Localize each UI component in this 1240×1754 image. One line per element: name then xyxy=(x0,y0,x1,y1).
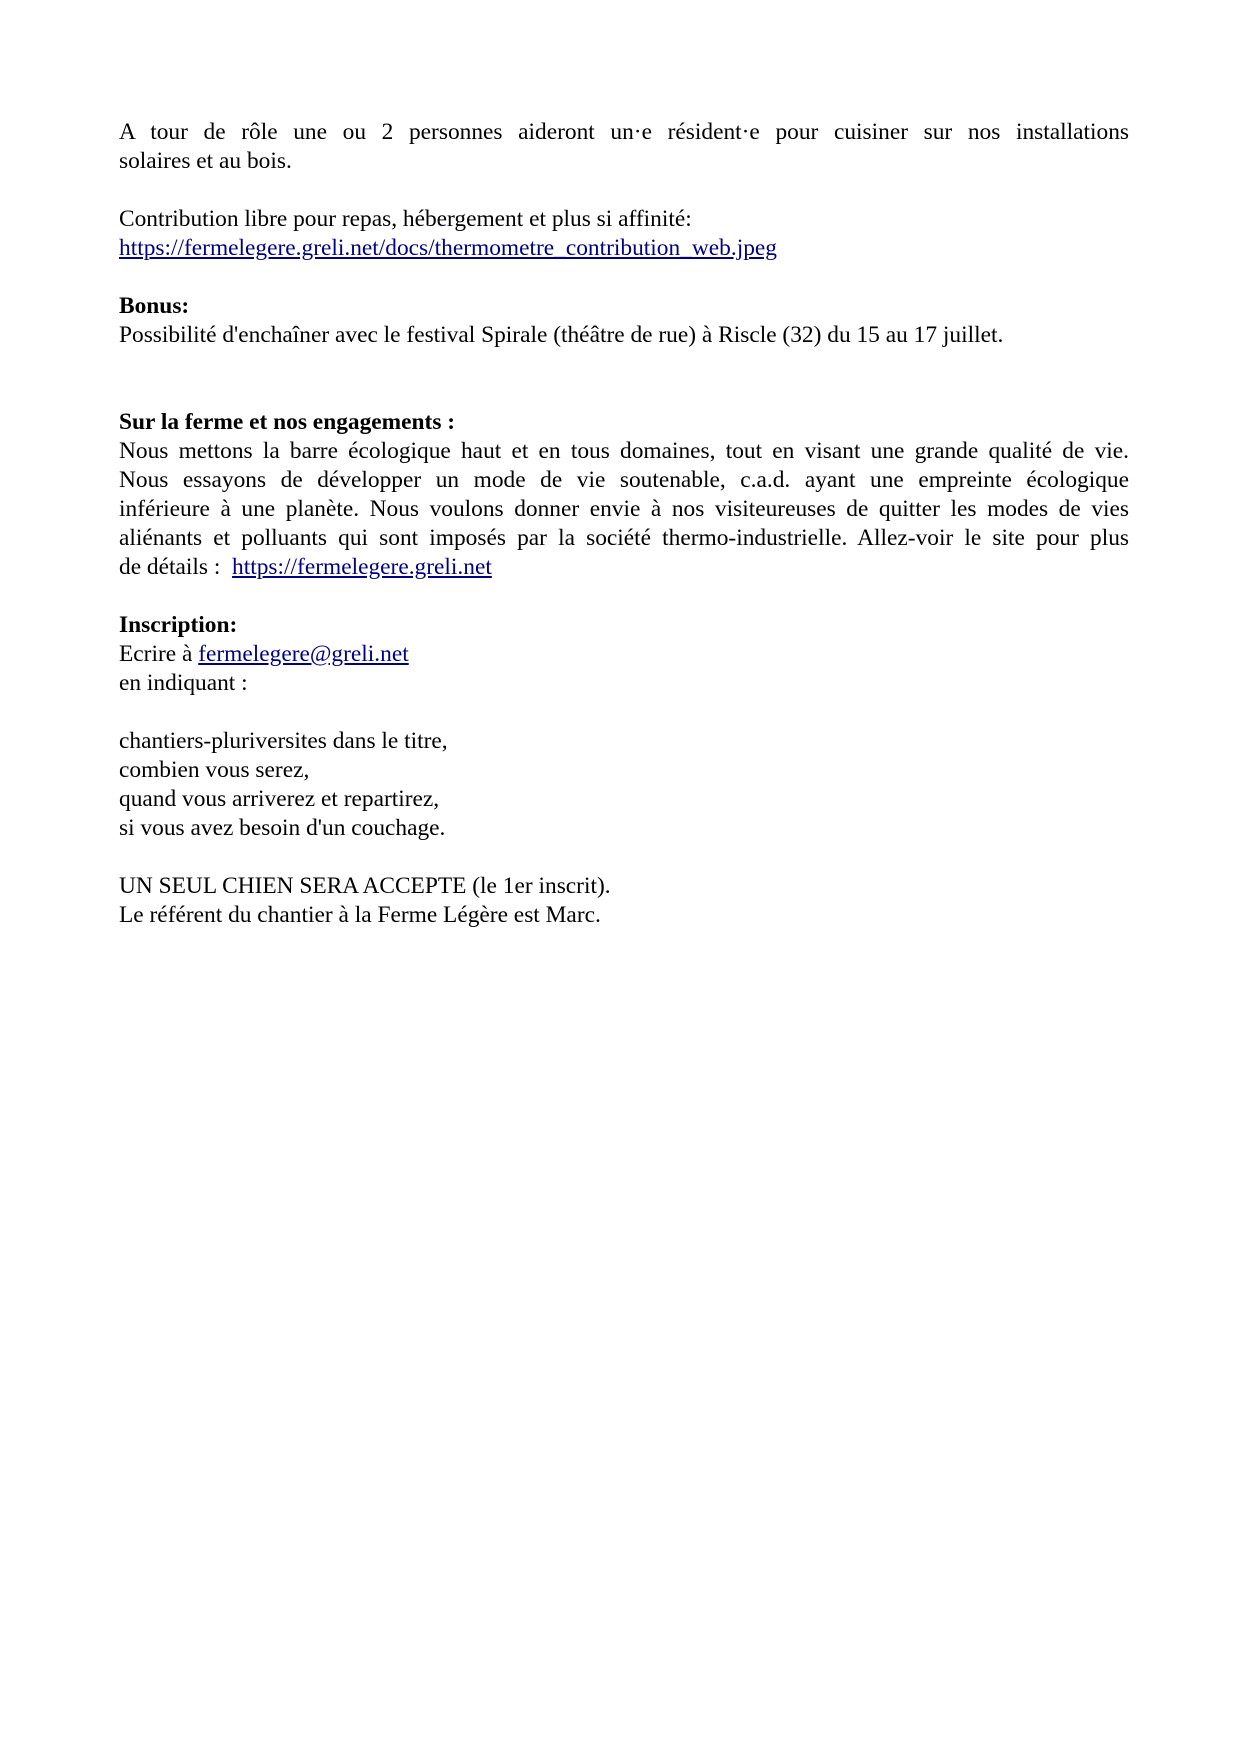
farm-heading: Sur la ferme et nos engagements : xyxy=(119,409,456,435)
inscription-item: combien vous serez, xyxy=(119,757,310,783)
farm-details-label: de détails : xyxy=(119,554,221,580)
bonus-text: Possibilité d'enchaîner avec le festival Spirale (théâtre de rue) à Riscle (32) du 15 au 17 juillet. xyxy=(119,322,1004,348)
farm-line-2: Nous essayons de développer un mode de vie soutenable, c.a.d. ayant une empreinte écologique xyxy=(119,467,1129,493)
inscription-item: si vous avez besoin d'un couchage. xyxy=(119,815,446,841)
spacer xyxy=(119,843,1129,872)
indicating-text: en indiquant : xyxy=(119,670,248,696)
spacer xyxy=(119,350,1129,408)
farm-section xyxy=(119,408,1129,582)
inscription-item: chantiers-pluriversites dans le titre, xyxy=(119,728,448,754)
bonus-section xyxy=(119,292,1129,350)
farm-line-3: inférieure à une planète. Nous voulons donner envie à nos visiteureuses de quitter les modes de vies xyxy=(119,496,1129,522)
contribution-section xyxy=(119,205,1129,263)
cooking-line-2: solaires et au bois. xyxy=(119,148,292,174)
spacer xyxy=(119,263,1129,292)
spacer xyxy=(119,582,1129,611)
farm-website-link[interactable]: https://fermelegere.greli.net xyxy=(232,554,492,580)
referent-note: Le référent du chantier à la Ferme Légère est Marc. xyxy=(119,902,601,928)
inscription-section xyxy=(119,611,1129,843)
inscription-item: quand vous arriverez et repartirez, xyxy=(119,786,440,812)
dog-note: UN SEUL CHIEN SERA ACCEPTE (le 1er inscrit). xyxy=(119,873,611,899)
cooking-paragraph xyxy=(119,118,1129,176)
farm-line-4: aliénants et polluants qui sont imposés par la société thermo-industrielle. Allez-voir le site pour plus xyxy=(119,525,1129,551)
write-line xyxy=(119,640,1129,669)
write-prefix: Ecrire à xyxy=(119,641,193,667)
farm-line-1: Nous mettons la barre écologique haut et en tous domaines, tout en visant une grande qualité de vie. xyxy=(119,438,1129,464)
document-page xyxy=(119,118,1129,930)
closing-section xyxy=(119,872,1129,930)
spacer xyxy=(119,176,1129,205)
contribution-text: Contribution libre pour repas, hébergement et plus si affinité: xyxy=(119,206,692,232)
farm-line-5 xyxy=(119,553,1129,582)
spacer xyxy=(119,698,1129,727)
email-link[interactable]: fermelegere@greli.net xyxy=(198,641,409,667)
bonus-heading: Bonus: xyxy=(119,293,190,319)
contribution-link[interactable]: https://fermelegere.greli.net/docs/thermometre_contribution_web.jpeg xyxy=(119,235,777,261)
inscription-heading: Inscription: xyxy=(119,612,238,638)
cooking-line-1: A tour de rôle une ou 2 personnes aideront un·e résident·e pour cuisiner sur nos installations xyxy=(119,119,1129,145)
